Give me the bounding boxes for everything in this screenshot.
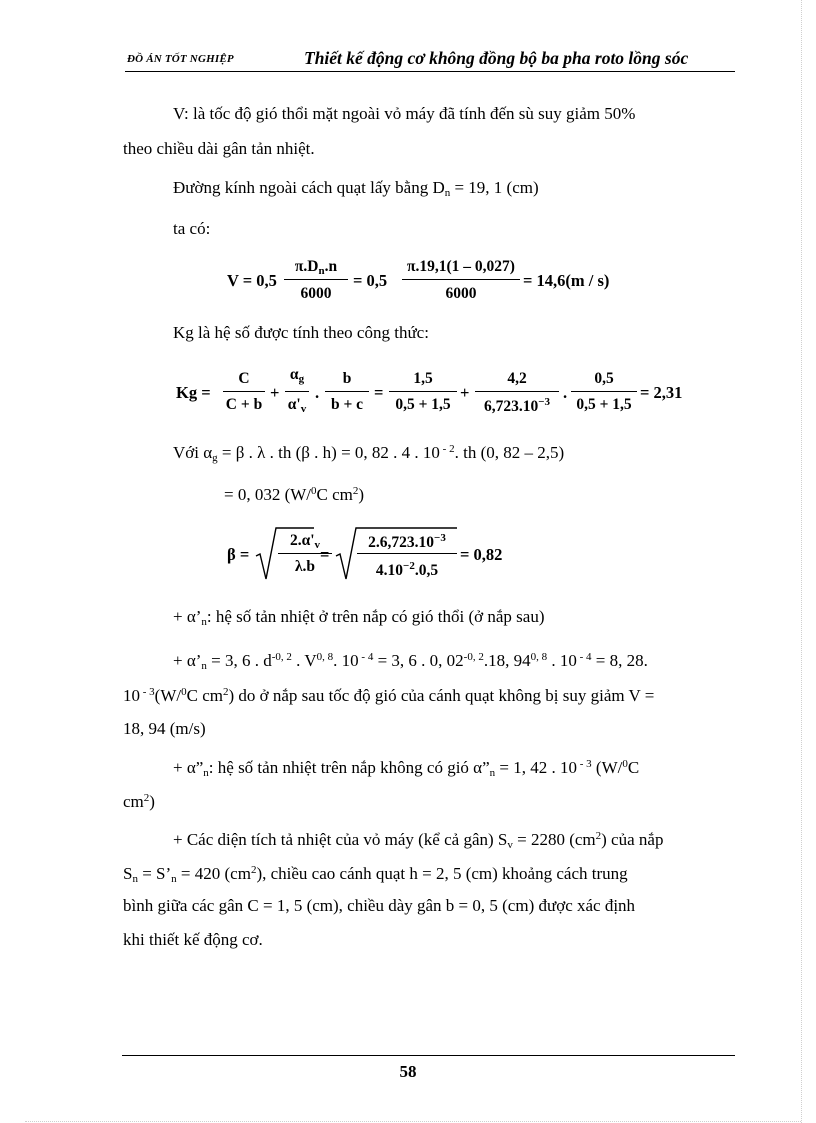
formula-beta-result: = 0,82: [460, 545, 503, 564]
page-edge-right: [801, 0, 802, 1123]
formula-kg-equals: =: [374, 383, 384, 402]
formula-v-bar1: [284, 279, 348, 280]
formula-kg-f5-den: $6,723.10^{-3}$: [483, 396, 551, 415]
formula-kg-f6-bar: [571, 391, 637, 392]
formula-v-num2: π.19,1(1 – 0,027): [407, 258, 515, 275]
formula-kg-f1-num: C: [238, 370, 250, 387]
paragraph-13: + Các diện tích tả nhiệt của vỏ máy (kể cả gân) $S_v = 2280$ $(cm^2)$ của nắp: [173, 830, 664, 851]
formula-beta-r2-den: $4.10^{-2}.0,5$: [375, 560, 439, 579]
formula-kg-plus-1: +: [270, 383, 280, 402]
formula-kg-f1-bar: [223, 391, 265, 392]
formula-v-bar2: [402, 279, 520, 280]
formula-beta-r1-den: λ.b: [294, 558, 316, 575]
formula-beta-r2-bar: [357, 553, 457, 554]
paragraph-2: Đường kính ngoài cách quạt lấy bằng $D_n = 19$, 1 (cm): [173, 178, 539, 199]
formula-kg-result: = 2,31: [640, 383, 683, 402]
paragraph-10: 18, 94 (m/s): [123, 719, 206, 738]
formula-v-result: = 14,6(m / s): [523, 271, 610, 290]
formula-kg-f3-den: b + c: [330, 396, 364, 413]
paragraph-8: + $\alpha’_n = 3$, 6 . $d^{-0, 2}$ . V$^{0, 8}$. 10 $^{- 4}$ = 3, 6 . 0, $02^{-0, 2}.18$, 94$^{0, 8}$ . 10 $^{- 4}$ = 8, 28.: [173, 651, 648, 672]
formula-v-den1: 6000: [300, 285, 332, 302]
formula-kg-f6-den: 0,5 + 1,5: [576, 396, 632, 413]
formula-kg-f3-bar: [325, 391, 369, 392]
paragraph-9: 10 $^{- 3}$(W/$^0$C $cm^2$) do ở nắp sau tốc độ gió của cánh quạt không bị suy giảm V =: [123, 686, 655, 705]
formula-v-den2: 6000: [445, 285, 477, 302]
formula-beta-lhs: β =: [227, 545, 250, 564]
paragraph-6: = 0, 032 (W/$^0$C $cm^2$): [224, 485, 365, 504]
formula-kg-f5-num: 4,2: [507, 370, 527, 387]
paragraph-1-line-2: theo chiều dài gân tản nhiệt.: [123, 139, 315, 158]
formula-kg-f2-bar: [285, 391, 309, 392]
formula-kg-f1-den: C + b: [225, 396, 263, 413]
formula-kg-dot-2: .: [563, 383, 568, 402]
formula-beta-equals: =: [320, 545, 330, 564]
formula-v-lhs: V = 0,5: [227, 271, 277, 290]
header-rule: [125, 71, 735, 72]
paragraph-7: + $\alpha’_n$: hệ số tản nhiệt ở trên nắp có gió thổi (ở nắp sau): [173, 607, 545, 628]
formula-beta-r2-num: $2.6,723.10^{-3}$: [368, 532, 446, 551]
formula-kg-f2-num: $\alpha_g$: [289, 366, 305, 385]
paragraph-15: bình giữa các gân C = 1, 5 (cm), chiều dày gân b = 0, 5 (cm) được xác định: [123, 896, 636, 915]
formula-kg-f4-num: 1,5: [413, 370, 433, 387]
formula-kg-plus-2: +: [460, 383, 470, 402]
footer-rule: [122, 1055, 735, 1056]
paragraph-16: khi thiết kế động cơ.: [123, 930, 263, 949]
paragraph-12: $cm^2$): [123, 792, 155, 811]
paragraph-11: + $\alpha”_n$: hệ số tản nhiệt trên nắp không có gió $\alpha”_n = 1$, 42 . 10 $^{- 3}$ (W/$^0$C: [173, 758, 640, 779]
paragraph-5: Với $\alpha_g = \beta$ . λ . th (β . h) = 0, 82 . 4 . 10 $^{- 2}$. th (0, 82 – 2,5): [173, 443, 565, 464]
paragraph-4: Kg là hệ số được tính theo công thức:: [173, 323, 429, 342]
formula-kg-f4-bar: [389, 391, 457, 392]
formula-v-mid: = 0,5: [353, 271, 388, 290]
header-right-title: Thiết kế động cơ không đồng bộ ba pha roto lồng sóc: [304, 48, 689, 68]
page-edge-bottom: [25, 1121, 801, 1122]
formula-kg-f2-den: $\alpha'_v$: [287, 396, 307, 415]
formula-kg-f5-bar: [475, 391, 559, 392]
formula-kg-dot-1: .: [315, 383, 320, 402]
paragraph-3: ta có:: [173, 219, 211, 238]
formula-kg-f4-den: 0,5 + 1,5: [395, 396, 451, 413]
page-number: 58: [399, 1062, 417, 1081]
formula-beta-r1-num: $2.\alpha'_v$: [289, 532, 321, 551]
paragraph-1-line-1: V: là tốc độ gió thổi mặt ngoài vỏ máy đã tính đến sù suy giảm 50%: [173, 104, 636, 123]
header-left-title: ĐỒ ÁN TỐT NGHIỆP: [127, 53, 234, 65]
formula-kg-f6-num: 0,5: [594, 370, 614, 387]
paragraph-14: $S_n$ = $S’_n = 420$ $(cm^2)$, chiều cao cánh quạt h = 2, 5 (cm) khoảng cách trung: [123, 864, 628, 885]
formula-kg-f3-num: b: [342, 370, 352, 387]
formula-v-num1: $\pi.D_n.n$: [294, 258, 338, 277]
formula-kg-lhs: Kg =: [176, 383, 211, 402]
